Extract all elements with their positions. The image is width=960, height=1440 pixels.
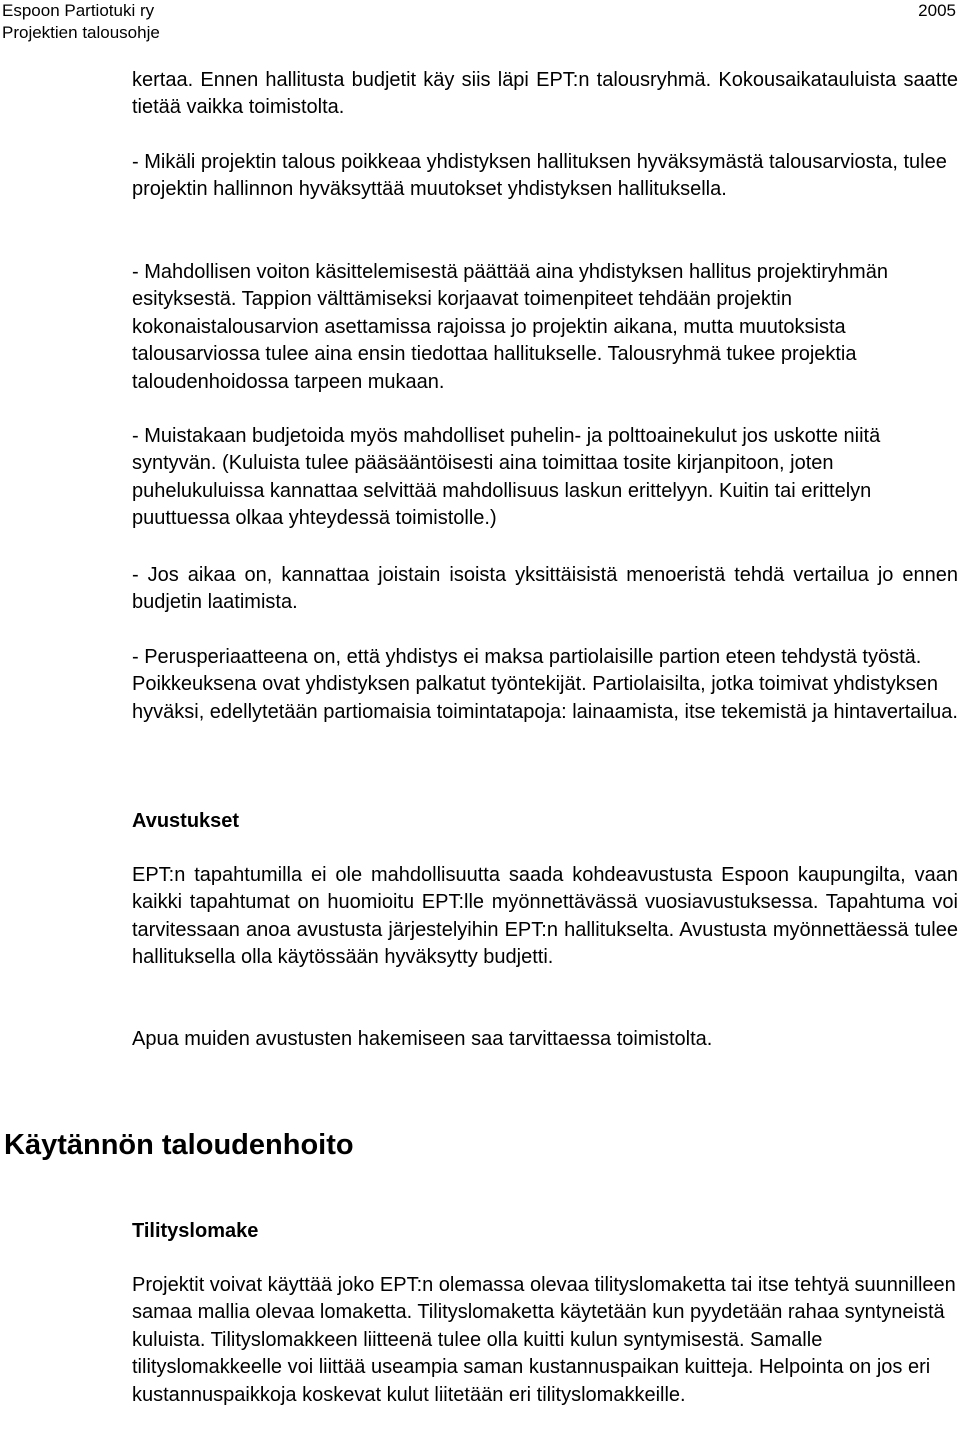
header-organization: Espoon Partiotuki ry — [2, 1, 155, 20]
section-avustukset — [132, 808, 958, 835]
paragraph-text: EPT:n tapahtumilla ei ole mahdollisuutta saada kohdeavustusta Espoon kaupungilta, vaan kaikki tapahtumat on huomioitu EPT:lle myönnettävässä vuosiavustuksessa. Tapahtuma voi tarvitessaan anoa avustusta järjestelyihin EPT:n hallitukselta. Avustusta myönnettäessä tulee hallituksella olla käytössään hyväksytty budjetti. — [132, 864, 958, 969]
avustukset-heading: Avustukset — [132, 810, 240, 832]
page-header — [0, 0, 960, 46]
paragraph-budget-deviation — [132, 149, 958, 204]
paragraph-text: - Mahdollisen voiton käsittelemisestä päättää aina yhdistyksen hallitus projektiryhmän esityksestä. Tappion välttämiseksi korjaavat toimenpiteet tehdään projektin kokonaistalousarvion asettamissa rajoissa jo projektin aikana, mutta muutoksista talousarviossa tulee aina ensin tiedottaa hallitukselle. Talousryhmä tukee projektia taloudenhoidossa tarpeen mukaan. — [132, 261, 888, 393]
paragraph-comparison — [132, 562, 958, 617]
paragraph-continued — [132, 67, 958, 122]
paragraph-text: - Muistakaan budjetoida myös mahdolliset puhelin- ja polttoainekulut jos uskotte niitä syntyvän. (Kuluista tulee pääsääntöisesti aina toimittaa tosite kirjanpitoon, joten puhelukuluissa kannattaa selvittää mahdollisuus laskun erittelyyn. Kuitin tai erittelyn puuttuessa olkaa yhteydessä toimistolle.) — [132, 425, 881, 530]
paragraph-phone-fuel-costs — [132, 423, 958, 533]
header-left — [2, 0, 160, 44]
paragraph-text: Projektit voivat käyttää joko EPT:n olemassa olevaa tilityslomaketta tai itse tehtyä suunnilleen samaa mallia olevaa lomaketta. Tilityslomaketta käytetään kun pyydetään rahaa syntyneistä kuluista. Tilityslomakkeen liitteenä tulee olla kuitti kulun syntymisestä. Samalle tilityslomakkeelle voi liittää useampia saman kustannuspaikan kuitteja. Helpointa on jos eri kustannuspaikkoja koskevat kulut liitetään eri tilityslomakkeille. — [132, 1274, 956, 1406]
paragraph-profit-handling — [132, 259, 958, 396]
tilityslomake-paragraph — [132, 1272, 958, 1409]
paragraph-text: Apua muiden avustusten hakemiseen saa tarvittaessa toimistolta. — [132, 1028, 713, 1050]
avustukset-paragraph — [132, 862, 958, 972]
paragraph-text: - Perusperiaatteena on, että yhdistys ei maksa partiolaisille partion eteen tehdystä työstä. Poikkeuksena ovat yhdistyksen palkatut työntekijät. Partiolaisilta, jotka toimivat yhdistyksen hyväksi, edellytetään partiomaisia toimintatapoja: lainaamista, itse tekemistä ja hintavertailua. — [132, 646, 958, 723]
avustukset-paragraph-2 — [132, 1026, 958, 1053]
header-document-title: Projektien talousohje — [2, 23, 160, 42]
paragraph-text: - Jos aikaa on, kannattaa joistain isoista yksittäisistä menoeristä tehdä vertailua jo ennen budjetin laatimista. — [132, 564, 958, 614]
paragraph-text: - Mikäli projektin talous poikkeaa yhdistyksen hallituksen hyväksymästä talousarviosta, tulee projektin hallinnon hyväksyttää muutokset yhdistyksen hallituksella. — [132, 151, 947, 201]
tilityslomake-heading: Tilityslomake — [132, 1220, 259, 1242]
paragraph-text: kertaa. Ennen hallitusta budjetit käy siis läpi EPT:n talousryhmä. Kokousaikatauluista saatte tietää vaikka toimistolta. — [132, 69, 958, 119]
section-tilityslomake — [132, 1218, 958, 1245]
header-year: 2005 — [918, 1, 956, 20]
paragraph-basic-principle — [132, 644, 958, 726]
section-heading-kaytannon-taloudenhoito: Käytännön taloudenhoito — [4, 1129, 354, 1161]
